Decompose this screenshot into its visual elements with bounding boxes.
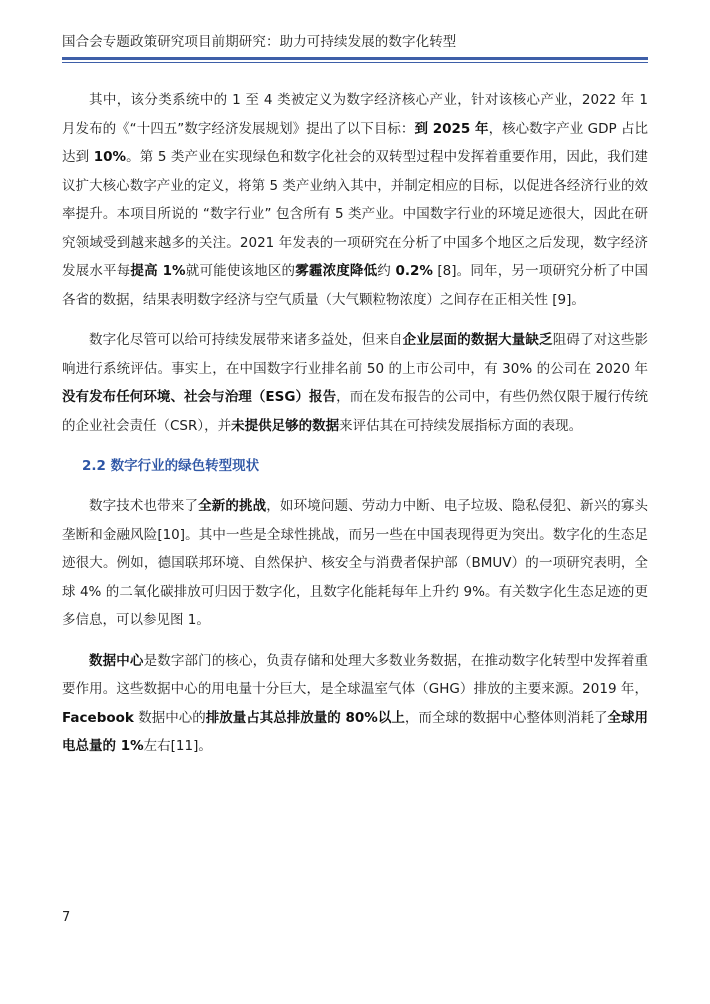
text-run: 数据中心的 <box>133 709 206 726</box>
bold-text: 企业层面的数据大量缺乏 <box>402 332 553 348</box>
bold-text: 到 2025 年 <box>414 120 489 137</box>
header-rule-thick <box>62 57 648 60</box>
text-run: 。第 5 类产业在实现绿色和数字化社会的双转型过程中发挥着重要作用，因此，我们建议扩大核心数字产业的定义，将第 5 类产业纳入其中，并制定相应的目标，以促进各经济行业的效率提升。本项目所说的 “数字行业” 包含所有 5 类产业。中国数字行业的环境足迹很大，因此在研究领域受到越来越多的关注。2021 年发表的一项研究在分析了中国多个地区之后发现，数字经济发展水平每 <box>62 149 648 279</box>
bold-text: 提高 1% <box>130 263 186 279</box>
text-run: ，而在发布报告的公司中，有些仍然仅限于履行传统的企业社会责任（CSR），并 <box>62 389 648 434</box>
bold-text: 全球用电总量的 1% <box>62 709 649 754</box>
paragraph-new-challenges <box>62 492 648 635</box>
text-run: 其中，该分类系统中的 1 至 4 类被定义为数字经济核心产业，针对该核心产业，2022 年 1 月发布的《“十四五”数字经济发展规划》提出了以下目标： <box>62 92 648 137</box>
bold-text: 未提供足够的数据 <box>231 417 340 434</box>
text-run: 阻碍了对这些影响进行系统评估。事实上，在中国数字行业排名前 50 的上市公司中，有 30% 的公司在 2020 年 <box>62 332 649 377</box>
text-run: 左右[11]。 <box>143 738 212 754</box>
bold-text: 数据中心 <box>89 652 144 669</box>
bold-text: 排放量占其总排放量的 80%以上 <box>205 709 405 726</box>
text-run: 约 <box>377 263 396 279</box>
text-run: ，核心数字产业 GDP 占比达到 <box>62 120 648 165</box>
bold-text: 10% <box>93 149 127 165</box>
text-run: 来评估其在可持续发展指标方面的表现。 <box>339 417 583 434</box>
text-run: ，如环境问题、劳动力中断、电子垃圾、隐私侵犯、新兴的寡头垄断和金融风险[10]。其中一些是全球性挑战，而另一些在中国表现得更为突出。数字化的生态足迹很大。例如，德国联邦环境、自然保护、核安全与消费者保护部（BMUV）的一项研究表明，全球 4% 的二氧化碳排放可归因于数字化，且数字化能耗每年上升约 9%。有关数字化生态足迹的更多信息，可以参见图 1。 <box>62 498 649 628</box>
page-number: 7 <box>62 910 71 925</box>
paragraph-core-industry <box>62 86 648 314</box>
bold-text: 0.2% <box>395 263 433 279</box>
running-header: 国合会专题政策研究项目前期研究：助力可持续发展的数字化转型 <box>62 34 457 50</box>
bold-text: 雾霾浓度降低 <box>295 263 378 279</box>
bold-text: 全新的挑战 <box>198 498 267 514</box>
bold-text: Facebook <box>62 709 134 726</box>
text-run: 数字技术也带来了 <box>89 498 199 514</box>
paragraph-data-centers <box>62 647 648 761</box>
text-run: ，而全球的数据中心整体则消耗了 <box>404 709 608 726</box>
page-body <box>62 86 648 773</box>
text-run: [8]。同年，另一项研究分析了中国各省的数据，结果表明数字经济与空气质量（大气颗粒物浓度）之间存在正相关性 [9]。 <box>62 263 649 308</box>
text-run: 数字化尽管可以给可持续发展带来诸多益处，但来自 <box>89 332 403 348</box>
section-heading: 2.2 数字行业的绿色转型现状 <box>82 458 260 474</box>
header-rule-thin <box>62 62 648 63</box>
bold-text: 没有发布任何环境、社会与治理（ESG）报告 <box>62 389 337 405</box>
text-run: 是数字部门的核心，负责存储和处理大多数业务数据，在推动数字化转型中发挥着重要作用。这些数据中心的用电量十分巨大，是全球温室气体（GHG）排放的主要来源。2019 年， <box>62 652 649 697</box>
text-run: 就可能使该地区的 <box>185 263 296 279</box>
paragraph-data-gap <box>62 326 648 440</box>
